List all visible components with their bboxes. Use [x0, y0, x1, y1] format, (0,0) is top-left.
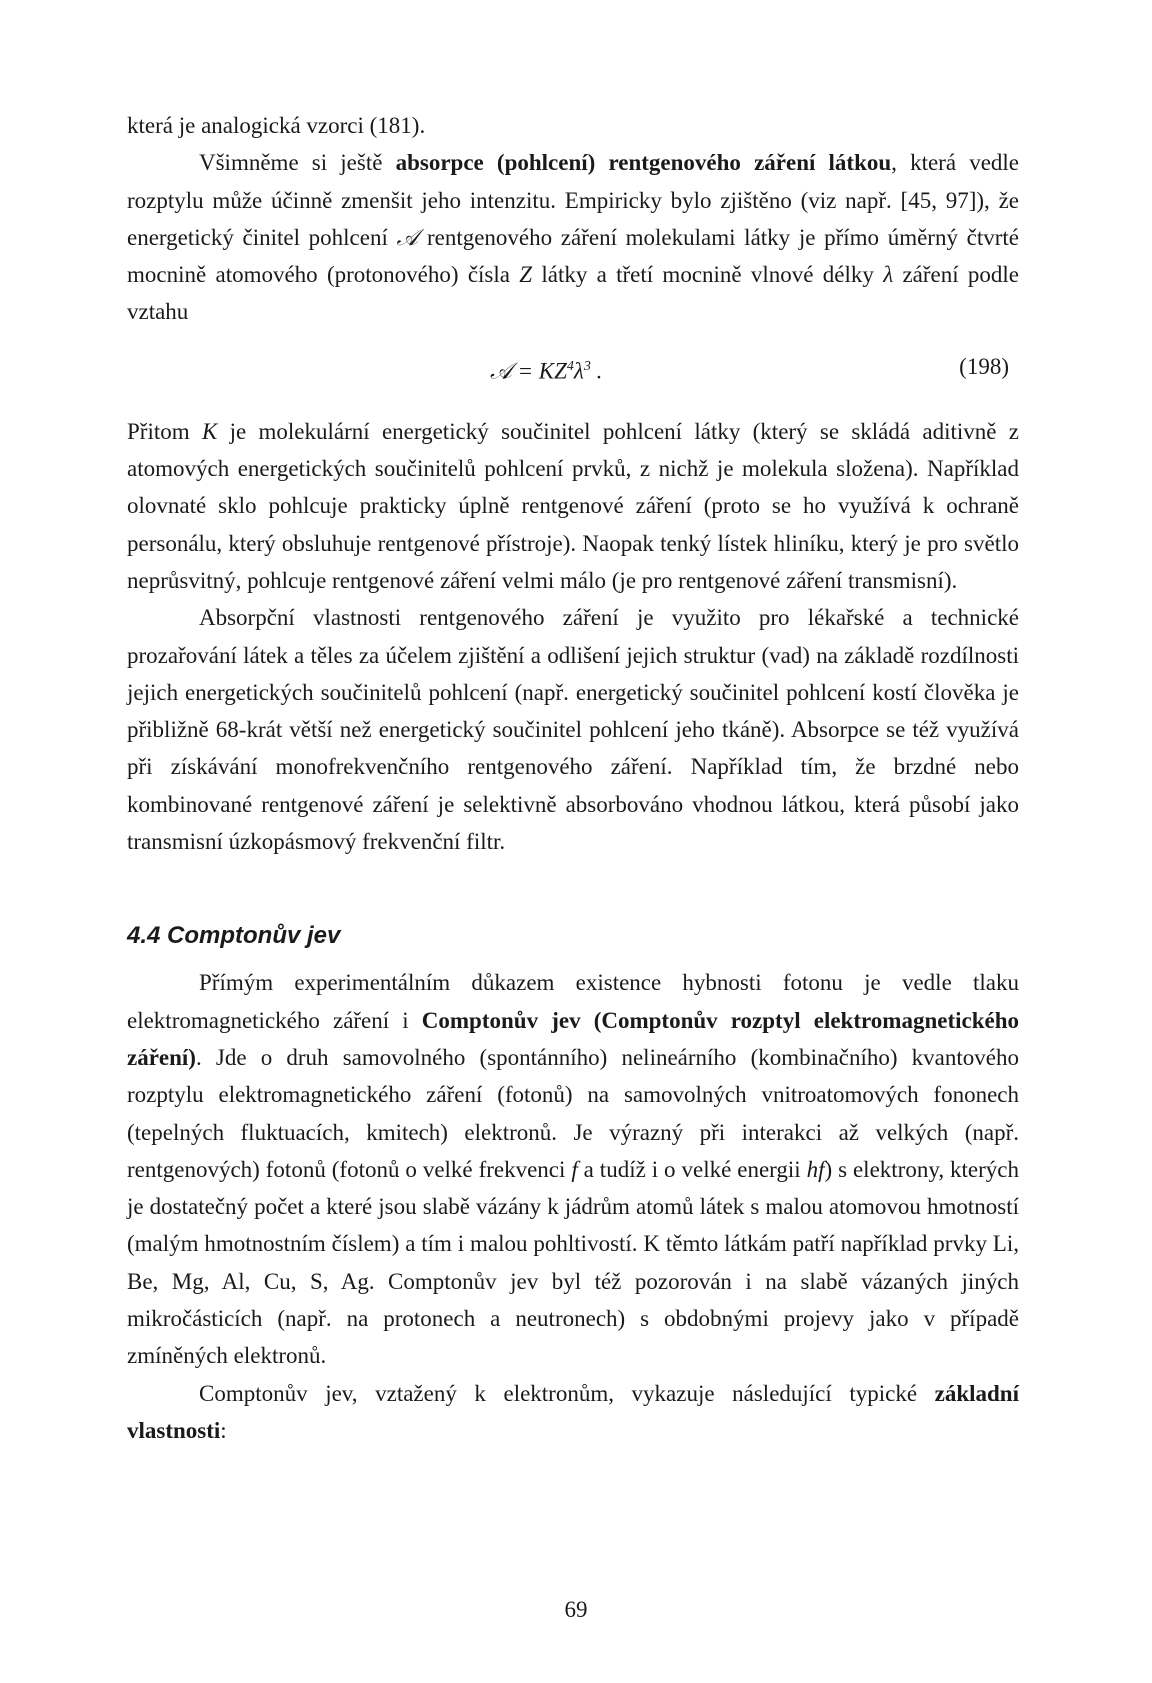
paragraph-coefficient: Přitom K je molekulární energetický součinitel pohlcení látky (který se skládá aditivně z atomových energetických součinitelů pohlcení prvků, z nichž je molekula složena). Například olovnaté sklo pohlcuje prakticky úplně rentgenové záření (proto se ho využívá k ochraně personálu, který obsluhuje rentgenové přístroje). Naopak tenký lístek hliníku, který je pro světlo neprůsvitný, pohlcuje rentgenové záření velmi málo (je pro rentgenové záření transmisní).	[127, 418, 1019, 593]
equation-formula: 𝒜 = $KZ^4\lambda^3$ .	[490, 358, 603, 384]
body-text	[127, 107, 1019, 1449]
paragraph-continuation: která je analogická vzorci (181).	[127, 113, 426, 138]
section-title: 4.4 Comptonův jev	[127, 922, 341, 950]
symbol-k: K	[201, 418, 218, 444]
symbol-z: Z	[519, 262, 533, 288]
symbol-f: f	[571, 1156, 578, 1182]
page-number: 69	[564, 1597, 588, 1622]
paragraph-compton-intro: Přímým experimentálním důkazem existence hybnosti fotonu je vedle tlaku elektromagnetického záření i Comptonův jev (Comptonův rozptyl elektromagnetického záření). Jde o druh samovolného (spontánního) nelineárního (kombinačního) kvantového rozptylu elektromagnetického záření (fotonů) na samovolných vnitroatomových fononech (tepelných fluktuacích, kmitech) elektronů. Je výrazný při interakci až velkých (např. rentgenových) fotonů (fotonů o velké frekvenci f a tudíž i o velké energii hf) s elektrony, kterých je dostatečný počet a které jsou slabě vázány k jádrům atomů látek s malou atomovou hmotností (malým hmotnostním číslem) a tím i malou pohltivostí. K těmto látkám patří například prvky Li, Be, Mg, Al, Cu, S, Ag. Comptonův jev byl též pozorován i na slabě vázaných jiných mikročásticích (např. na protonech a neutronech) s obdobnými projevy jako v případě zmíněných elektronů.	[127, 970, 1019, 1369]
equation-number: (198)	[959, 353, 1009, 379]
symbol-hf: hf	[806, 1156, 825, 1182]
symbol-absorption-factor: 𝒜	[396, 224, 419, 250]
emphasis-compton-effect: Comptonův jev (Comptonův rozptyl elektromagnetického záření)	[127, 1007, 1019, 1070]
emphasis-basic-properties: základní vlastnosti	[127, 1380, 1019, 1443]
paragraph-absorption-uses: Absorpční vlastnosti rentgenového záření je využito pro lékařské a technické prozařování látek a těles za účelem zjištění a odlišení jejich struktur (vad) na základě rozdílnosti jejich energetických součinitelů pohlcení (např. energetický součinitel pohlcení kostí člověka je přibližně 68-krát větší než energetický součinitel pohlcení jeho tkáně). Absorpce se též využívá při získávání monofrekvenčního rentgenového záření. Například tím, že brzdné nebo kombinované rentgenové záření je selektivně absorbováno vhodnou látkou, která působí jako transmisní úzkopásmový frekvenční filtr.	[127, 605, 1019, 855]
equation-198	[127, 343, 1019, 400]
paragraph-compton-properties: Comptonův jev, vztažený k elektronům, vykazuje následující typické základní vlastnosti:	[127, 1380, 1019, 1443]
paragraph-absorption-intro: Všimněme si ještě absorpce (pohlcení) rentgenového záření látkou, která vedle rozptylu může účinně zmenšit jeho intenzitu. Empiricky bylo zjištěno (viz např. [45, 97]), že energetický činitel pohlcení 𝒜 rentgenového záření molekulami látky je přímo úměrný čtvrté mocnině atomového (protonového) čísla Z látky a třetí mocnině vlnové délky λ záření podle vztahu	[127, 150, 1020, 325]
emphasis-absorption: absorpce (pohlcení) rentgenového záření látkou	[395, 150, 892, 176]
symbol-lambda: λ	[883, 262, 894, 288]
